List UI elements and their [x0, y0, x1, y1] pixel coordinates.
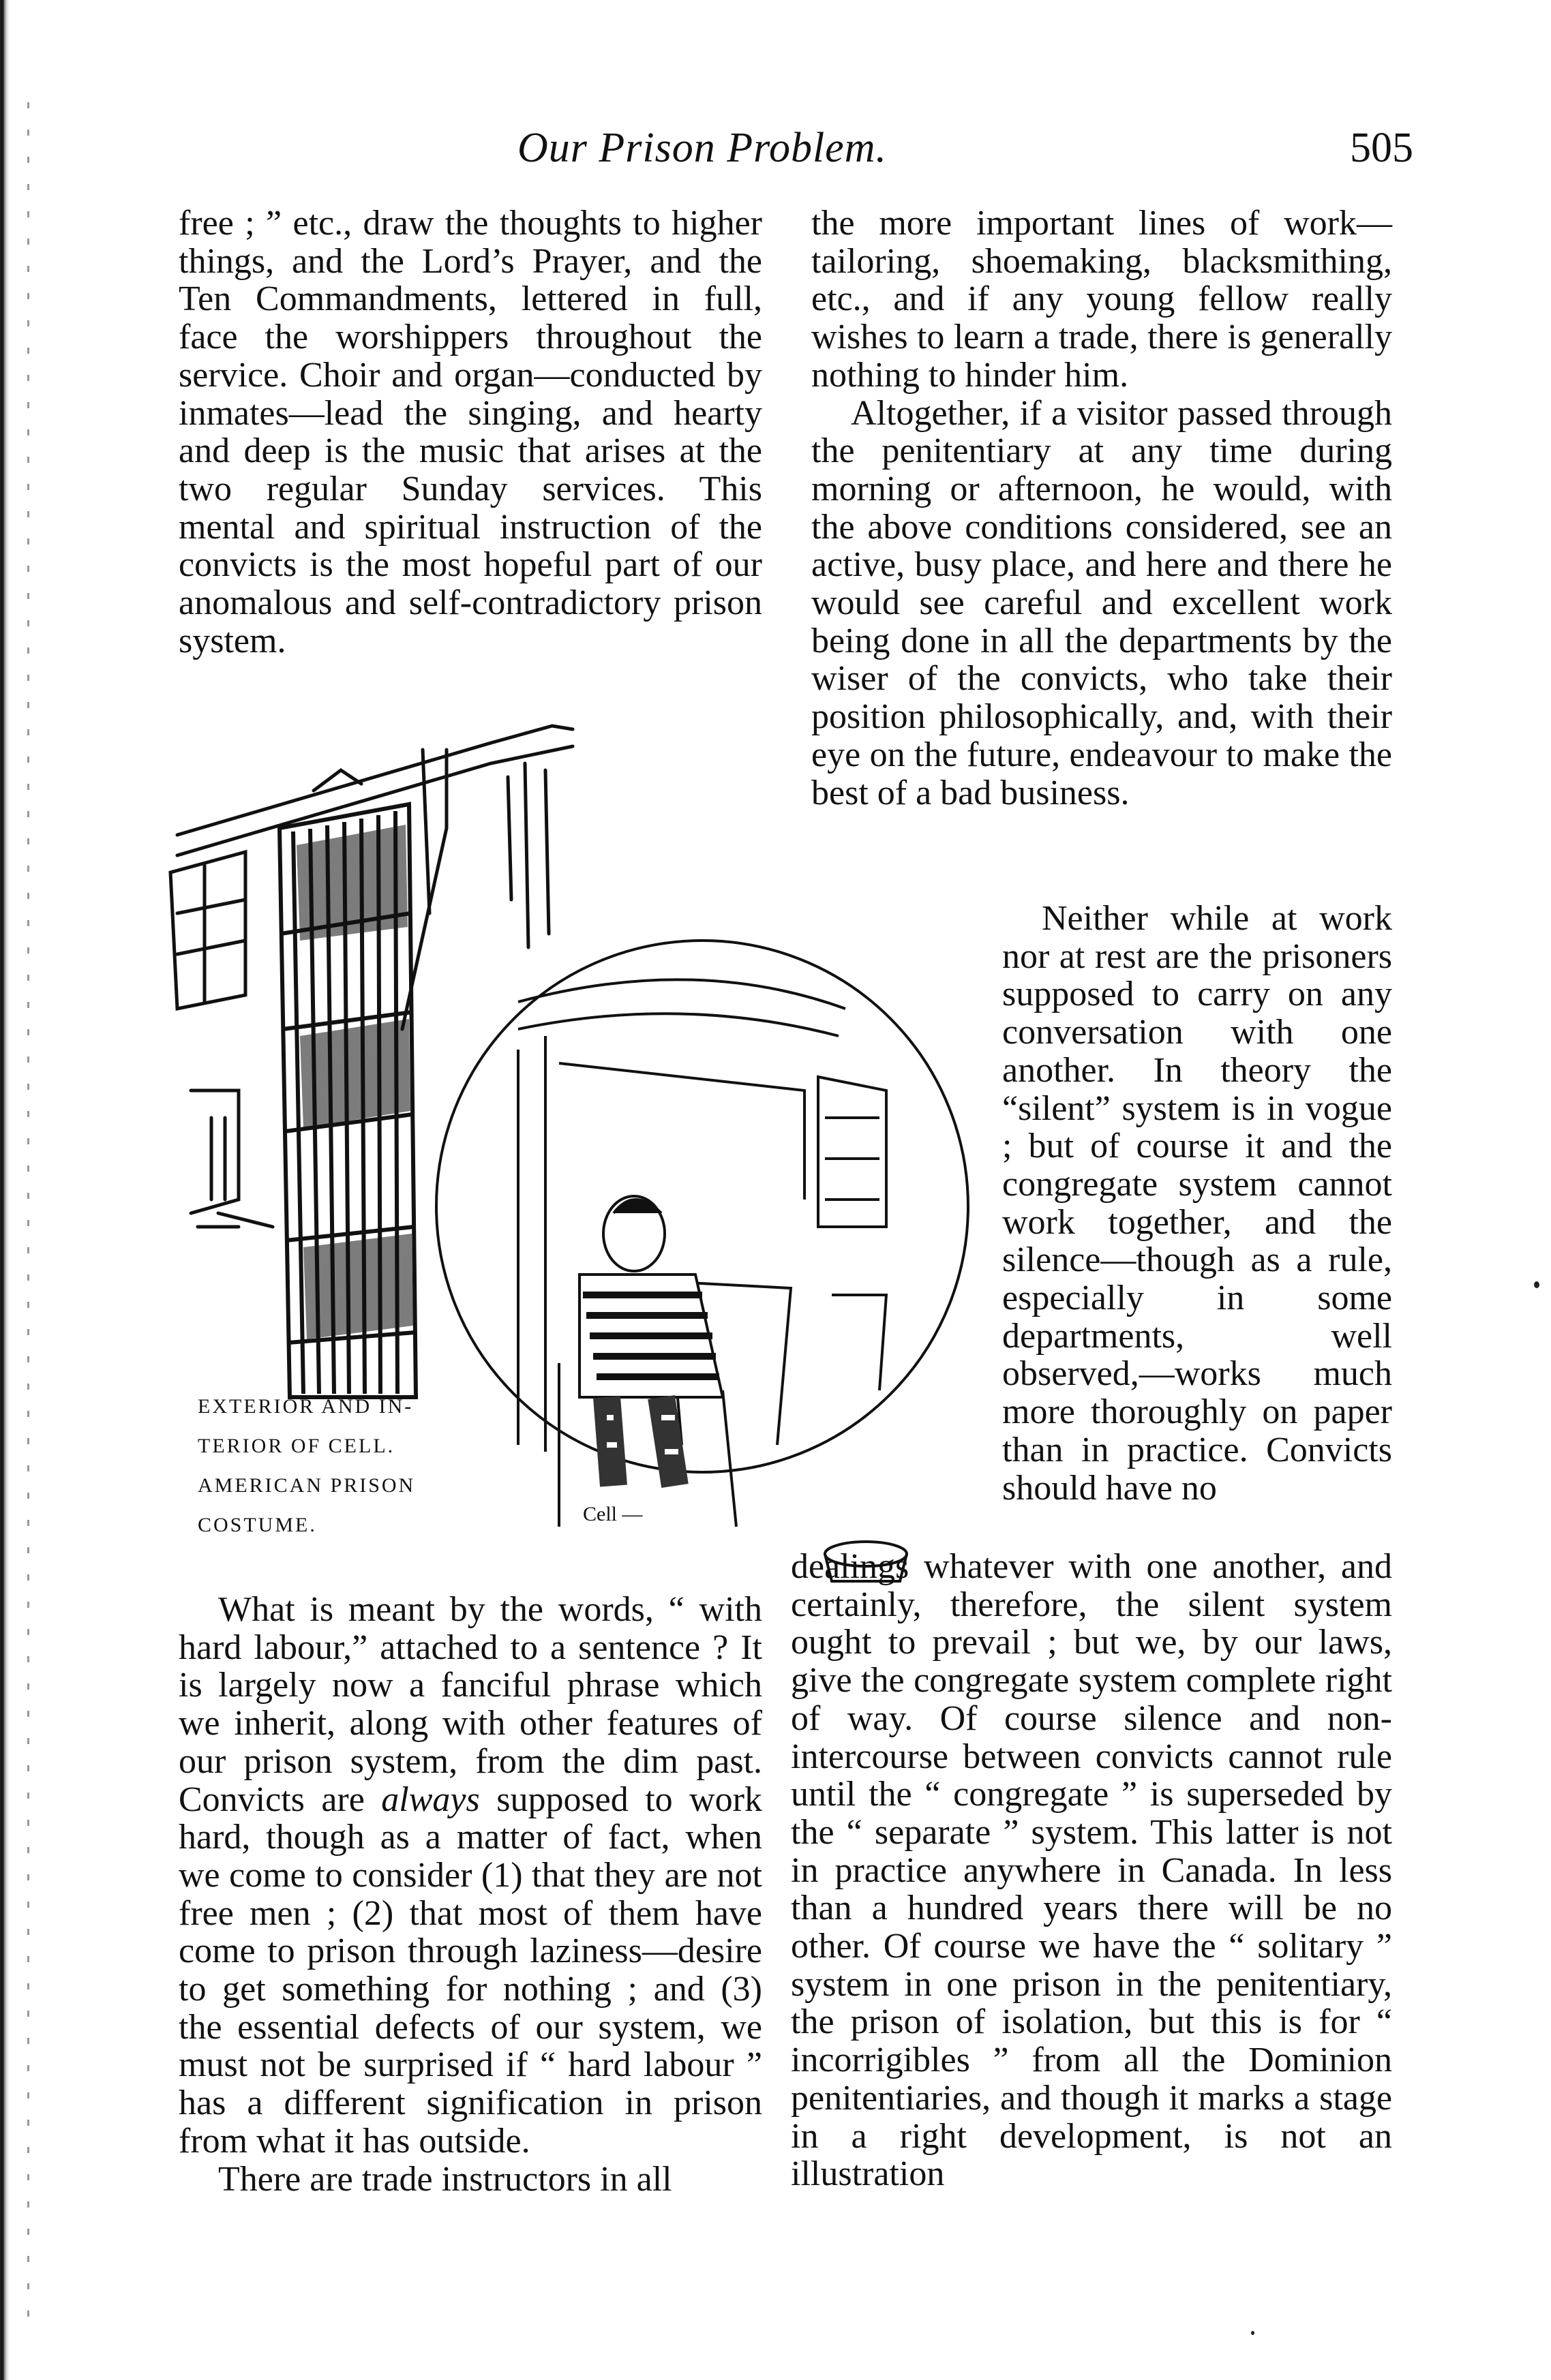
paragraph-trade-instructors: There are trade instructors in all: [218, 2159, 672, 2199]
paragraph-separate-system: dealings whatever with one another, and certainly, therefore, the silent system ought to prevail ; but we, by our laws, give the congregate system complete right of way. Of course silence and non-intercourse between convicts cannot rule until the “ congregate ” is superseded by the “ separate ” system. This latter is not in practice anywhere in Canada. In less than a hundred years there will be no other. Of course we have the “ solitary ” system in one prison in the penitentiary, the prison of isolation, but this is for “ incorrigibles ” from all the Dominion penitentiaries, and though it marks a stage in a right development, is not an illustration: [791, 1547, 1392, 2194]
binding-edge: [0, 0, 10, 2380]
paragraph-hard-labour: [179, 1591, 762, 2161]
paragraph-visitor: Altogether, if a visitor passed through the penitentiary at any time during morning or afternoon, he would, with the above conditions considered, see an active, busy place, and here and there he would see careful and excellent work being done in all the departments by the wiser of the convicts, who take their position philosophically, and, with their eye on the future, endeavour to make the best of a bad business.: [811, 393, 1392, 812]
illustration-caption: [198, 1387, 552, 1545]
paragraph-church-service: free ; ” etc., draw the thoughts to higher things, and the Lord’s Prayer, and the Ten Commandments, lettered in full, face the worshippers throughout the service. Choir and organ—conducted by inmates—lead the singing, and hearty and deep is the music that arises at the two regular Sunday services. This mental and spiritual instruction of the convicts is the most hopeful part of our anomalous and self-contradictory prison system.: [179, 204, 762, 660]
caption-line: AMERICAN PRISON: [198, 1474, 416, 1497]
emphasis-always: always: [381, 1780, 480, 1819]
text-run: What is meant by the words, “ with hard labour,” attached to a sentence ? It is largely now a fanciful phrase which we inherit, along with other features of our prison system, from the dim past. Convicts are: [179, 1590, 762, 1819]
cell-label: Cell —: [583, 1503, 643, 1525]
page-number: 505: [1350, 125, 1413, 171]
text-run: supposed to work hard, though as a matter of fact, when we come to consider (1) that they are not free men ; (2) that most of them have come to prison through laziness—desire to get something for nothing ; and (3) the essential defects of our system, we must not be surprised if “ hard labour ” has a different signification in prison from what it has outside.: [179, 1780, 762, 2161]
left-column-bottom: [179, 1591, 762, 2198]
left-column-top: [179, 204, 762, 660]
scan-speck: [1251, 2331, 1254, 2335]
scan-edge-marks: [27, 102, 29, 2317]
paragraph-trades: the more important lines of work—tailoring, shoemaking, blacksmithing, etc., and if any young fellow really wishes to learn a trade, there is generally nothing to hinder him.: [811, 204, 1392, 395]
scan-speck: [1534, 1281, 1539, 1288]
caption-line: COSTUME.: [198, 1514, 317, 1536]
caption-line: TERIOR OF CELL.: [198, 1435, 395, 1457]
caption-line: EXTERIOR AND IN-: [198, 1395, 414, 1418]
running-head-title: Our Prison Problem.: [517, 125, 887, 171]
paragraph-silent-system: Neither while at work nor at rest are the prisoners supposed to carry on any conversation with one another. In theory the “silent” system is in vogue ; but of course it and the congregate system cannot work together, and the silence—though as a rule, especially in some departments, well observed,—works much more thoroughly on paper than in practice. Convicts should have no: [1002, 899, 1392, 1508]
